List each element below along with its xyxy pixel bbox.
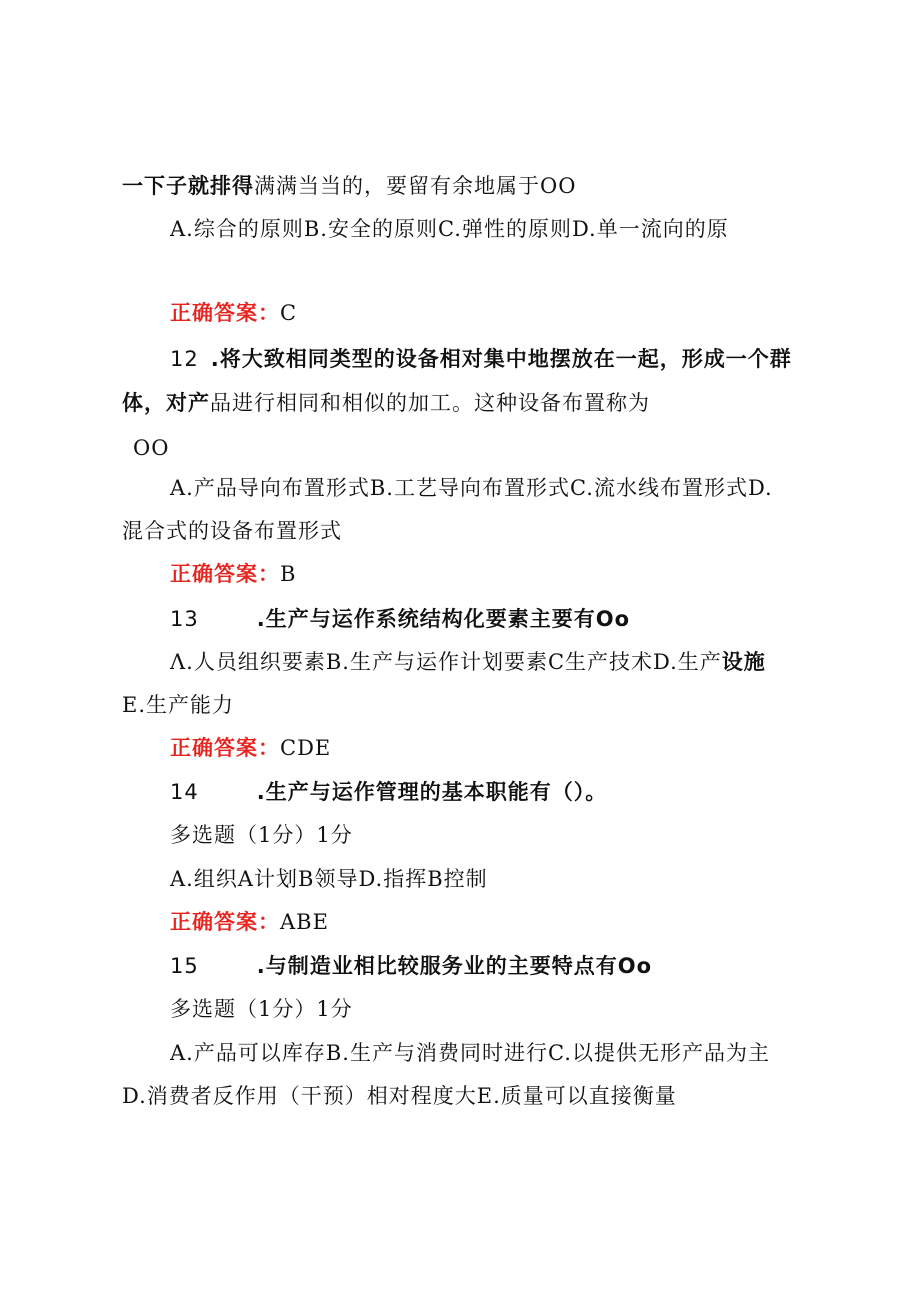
q12-options-line2: 混合式的设备布置形式 — [122, 519, 342, 543]
q11-answer-label: 正确答案： — [170, 301, 280, 325]
q14-type-line: 多选题（1分）1分 — [170, 823, 353, 847]
q14-options: A.组织A计划B领导D.指挥B控制 — [170, 867, 488, 891]
q13-stem-text: .生产与运作系统结构化要素主要有Oo — [256, 607, 630, 631]
q11-stem — [122, 172, 576, 200]
q14-number: 14 — [170, 780, 199, 804]
q12-stem-line2-rest: 品进行相同和相似的加工。这种设备布置称为 — [210, 391, 650, 415]
q11-stem-rest: 满满当当的，要留有余地属于OO — [254, 174, 577, 198]
q12-options-line1: A.产品导向布置形式B.工艺导向布置形式C.流水线布置形式D. — [170, 476, 773, 500]
q12-stem-line1 — [170, 345, 792, 373]
q14-answer — [170, 908, 329, 936]
q13-number: 13 — [170, 607, 199, 631]
q13-stem — [170, 605, 630, 633]
q13-options-line2: E.生产能力 — [122, 693, 235, 717]
q15-number: 15 — [170, 954, 199, 978]
q11-answer-value: C — [280, 301, 298, 325]
q14-answer-value: ABE — [280, 910, 329, 934]
q12-stem-line3: OO — [133, 436, 170, 460]
q13-answer — [170, 734, 331, 762]
q12-answer-value: B — [280, 562, 297, 586]
q13-options-line1-text: Λ.人员组织要素B.生产与运作计划要素C生产技术D.生产 — [170, 650, 722, 674]
q15-stem — [170, 952, 652, 980]
q11-answer — [170, 299, 297, 327]
q13-answer-value: CDE — [280, 736, 332, 760]
q12-stem-text: .将大致相同类型的设备相对集中地摆放在一起，形成一个群 — [210, 347, 792, 371]
q12-answer — [170, 560, 296, 588]
q14-answer-label: 正确答案： — [170, 910, 280, 934]
q11-options: A.综合的原则B.安全的原则C.弹性的原则D.单一流向的原 — [170, 217, 729, 241]
q12-stem-line2 — [122, 389, 650, 417]
q15-stem-text: .与制造业相比较服务业的主要特点有Oo — [256, 954, 652, 978]
q15-type-line: 多选题（1分）1分 — [170, 997, 353, 1021]
q14-stem — [170, 778, 607, 806]
q15-options-line2: D.消费者反作用（干预）相对程度大E.质量可以直接衡量 — [122, 1084, 677, 1108]
q13-options-line1 — [170, 648, 766, 676]
q12-stem-line2-bold: 体，对产 — [122, 391, 210, 415]
q15-options-line1: A.产品可以库存B.生产与消费同时进行C.以提供无形产品为主 — [170, 1041, 770, 1065]
q12-answer-label: 正确答案： — [170, 562, 280, 586]
q11-stem-bold: 一下子就排得 — [122, 174, 254, 198]
q13-answer-label: 正确答案： — [170, 736, 280, 760]
q13-options-line1-bold: 设施 — [721, 650, 766, 674]
q14-stem-text: .生产与运作管理的基本职能有（）。 — [256, 780, 608, 804]
q12-number: 12 — [170, 347, 199, 371]
